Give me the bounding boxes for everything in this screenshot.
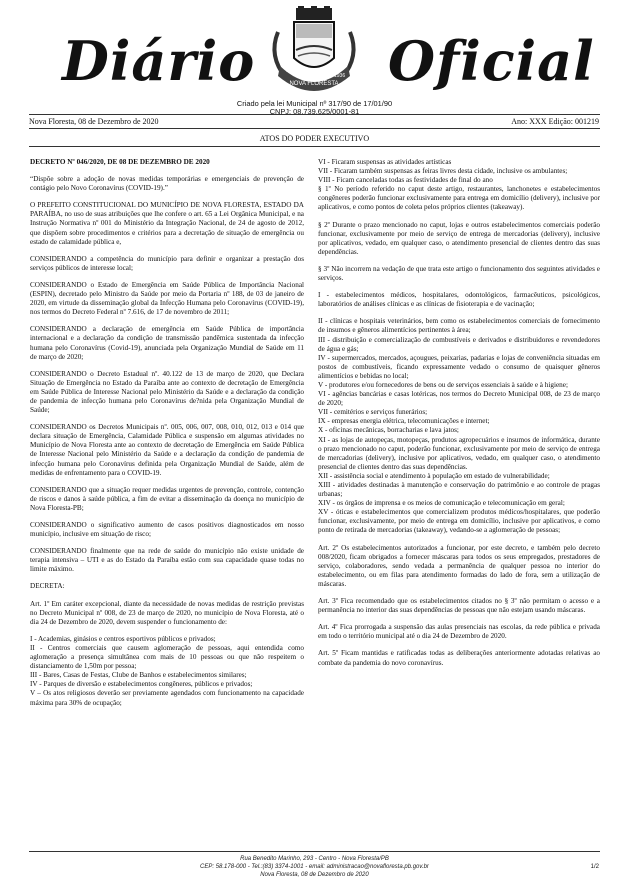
title-word-oficial: Oficial <box>388 29 595 93</box>
paragraph: I - Academias, ginásios e centros esportivos públicos e privados; <box>30 634 216 643</box>
paragraph: CONSIDERANDO os Decretos Municipais nº. 005, 006, 007, 008, 010, 012, 013 e 014 que declara situação de Emergência, Calamidade Pública e suspensão em algumas atividades no Município de Nova Floresta ante ao contexto de decretação de Emergência em Saúde Pública de Interesse Nacional pelo Ministério da Saúde e a declaração da condição de pandemia de infecção humana pelo Coronavírus definida pela Organização Mundial de Saúde, além de medidas de enfrentamento para o COVID-19. <box>30 423 304 477</box>
paragraph: CONSIDERANDO o Estado de Emergência em Saúde Pública de Importância Nacional (ESPIN), decretado pelo Ministro da Saúde por meio da Portaria nº 188, de 03 de janeiro de 2020, em virtude da disseminação global da Infecção Humana pelo Coronavírus (COVID-19), nos termos do Decreto Federal nº 7.616, de 17 de novembro de 2011; <box>30 280 304 317</box>
issue-edition: Ano: XXX Edição: 001219 <box>511 117 599 126</box>
paragraph: DECRETA: <box>30 582 65 591</box>
left-column <box>30 158 304 708</box>
paragraph: III - distribuição e comercialização de combustíveis e derivados e distribuidores e revendedores de água e gás; <box>318 335 600 353</box>
paragraph: Art. 4º Fica prorrogada a suspensão das aulas presenciais nas escolas, da rede pública e privada em todo o território municipal até o dia 24 de Dezembro de 2020. <box>318 623 600 641</box>
paragraph: II - clínicas e hospitais veterinários, bem como os estabelecimentos comerciais de fornecimento de insumos e gêneros alimentícios pertinentes à área; <box>318 317 600 335</box>
page-number: 1/2 <box>590 864 599 870</box>
paragraph: VII - Ficaram também suspensas as feiras livres desta cidade, inclusive os ambulantes; <box>318 167 568 176</box>
section-title: ATOS DO PODER EXECUTIVO <box>259 134 370 143</box>
decree-title: DECRETO Nº 046/2020, DE 08 DE DEZEMBRO DE 2020 <box>30 158 210 166</box>
paragraph: CONSIDERANDO que a situação requer medidas urgentes de prevenção, controle, contenção de riscos e danos à saúde pública, a fim de evitar a disseminação da doença no município de Nova Floresta-PB; <box>30 485 304 512</box>
paragraph: CONSIDERANDO finalmente que na rede de saúde do município não existe unidade de terapia intensiva – UTI e as do Estado da Paraíba estão com sua capacidade quase todas no limite máximo. <box>30 547 304 574</box>
paragraph: “Dispõe sobre a adoção de novas medidas temporárias e emergenciais de prevenção de contágio pelo Novo Coronavírus (COVID-19).” <box>30 175 304 193</box>
paragraph: XIV - os órgãos de imprensa e os meios de comunicação e telecomunicação em geral; <box>318 499 565 508</box>
masthead-rule <box>29 114 600 115</box>
cnpj-subtitle: CNPJ: 08.739.625/0001-81 <box>269 107 360 116</box>
paragraph: XIII - atividades destinadas à manutenção e conservação do patrimônio e ao controle de pragas urbanas; <box>318 481 600 499</box>
paragraph: IV - Parques de diversão e estabelecimentos congêneres, públicos e privados; <box>30 680 253 689</box>
footer-address: Rua Benedito Marinho, 293 - Centro - Nova Floresta/PB <box>240 856 389 862</box>
masthead <box>0 6 629 116</box>
paragraph: II - Centros comerciais que causem aglomeração de pessoas, aqui entendida como aglomeração a presença simultânea com mais de 10 pessoas ou que não respeitem o distanciamento de 1,50m por pessoa; <box>30 643 304 671</box>
paragraph: Art. 3º Fica recomendado que os estabelecimentos citados no § 3º não permitam o acesso e a permanência no interior das suas dependências de pessoas que não estejam usando máscaras. <box>318 597 600 615</box>
right-column <box>318 158 600 676</box>
paragraph: V - produtores e/ou fornecedores de bens ou de serviços essenciais à saúde e à higiene; <box>318 380 568 389</box>
paragraph: CONSIDERANDO a competência do município para definir e organizar a prestação dos serviços públicos de interesse local; <box>30 254 304 272</box>
paragraph: Art. 2º Os estabelecimentos autorizados a funcionar, por este decreto, e também pelo decreto 008/2020, ficam obrigados a fornecer máscaras para todos os seus empregados, prestadores de serviço, colaboradores, sendo vedada a permanência de qualquer pessoa no interior do estabelecimento, ou em filas para atendimento formadas do lado de fora, sem a utilização de máscaras. <box>318 543 600 588</box>
footer-contact: CEP: 58.178-000 - Tel.:(83) 3374-1001 - email: administracao@novafloresta.pb.gov.br <box>200 864 429 870</box>
paragraph: § 2º Durante o prazo mencionado no caput, lojas e outros estabelecimentos comerciais poderão funcionar, exclusivamente por meio de serviço de entrega de mercadorias (delivery), inclusive por aplicativos, vedado, em qualquer caso, o atendimento presencial de clientes dentro das suas dependências. <box>318 220 600 256</box>
paragraph: CONSIDERANDO a declaração de emergência em Saúde Pública de importância internacional e a declaração da condição de transmissão pandêmica sustentada da infecção humana pelo Coronavírus (Covid-19), anunciada pela Organização Mundial de Saúde em 11 de março de 2020; <box>30 325 304 361</box>
paragraph: X - oficinas mecânicas, borracharias e lava jatos; <box>318 426 459 435</box>
paragraph: CONSIDERANDO o Decreto Estadual nº. 40.122 de 13 de março de 2020, que Declara Situação de Emergência no Estado da Paraíba ante ao contexto de decretação de Emergência em Saúde Pública de Interesse Nacional pelo Ministério da Saúde e a declaração da condição de pandemia de infecção humana pelo Coronavírus de?nida pela Organização Mundial de Saúde; <box>30 369 304 415</box>
paragraph: § 1º No período referido no caput deste artigo, restaurantes, lanchonetes e estabelecimentos congêneres poderão funcionar exclusivamente para entrega em domicílio (delivery), inclusive por aplicativos, e como pontos de coleta pelos próprios clientes (takeaway). <box>318 185 600 212</box>
paragraph: IV - supermercados, mercados, açougues, peixarias, padarias e lojas de conveniência situadas em postos de combustíveis, ficando expressamente vedado o consumo de quaisquer gêneros alimentícios e bebidas no local; <box>318 353 600 380</box>
paragraph: Art. 1º Em caráter excepcional, diante da necessidade de novas medidas de restrição previstas no Decreto Municipal nº 008, de 23 de março de 2020, no município de Nova Floresta, até o dia 24 de Dezembro de 2020, devem suspender o funcionamento de: <box>30 599 304 626</box>
paragraph: Art. 5º Ficam mantidas e ratificadas todas as deliberações anteriormente adotadas relativas ao combate da pandemia do novo coronavírus. <box>318 649 600 667</box>
footer-rule <box>29 851 600 852</box>
crest-ribbon-text: NOVA FLORESTA <box>289 81 339 87</box>
paragraph: O PREFEITO CONSTITUCIONAL DO MUNICÍPIO DE NOVA FLORESTA, ESTADO DA PARAÍBA, no uso de suas atribuições que lhe confere o art. 65 a Lei Orgânica Municipal, e na Instrução Normativa nº 001 do Ministério da Integração Nacional, de 24 de agosto de 2012, que dispõem sobre procedimentos e critérios para a decretação de situação de emergência ou estado de calamidade pública e, <box>30 201 304 246</box>
paragraph: IX - empresas energia elétrica, telecomunicações e internet; <box>318 417 490 426</box>
paragraph: VII - cemitérios e serviços funerários; <box>318 408 428 417</box>
issue-place-date: Nova Floresta, 08 de Dezembro de 2020 <box>29 117 159 126</box>
paragraph: I - estabelecimentos médicos, hospitalares, odontológicos, farmacêuticos, psicológicos, laboratórios de análises clínicas e as clínicas de fisioterapia e de vacinação; <box>318 291 600 309</box>
paragraph: VIII - Ficam canceladas todas as festividades de final do ano <box>318 176 493 185</box>
paragraph: III - Bares, Casas de Festas, Clube de Banhos e estabelecimentos similares; <box>30 671 247 680</box>
municipal-crest-icon <box>262 6 366 100</box>
paragraph: CONSIDERANDO o significativo aumento de casos positivos diagnosticados em nosso município, inclusive em situação de risco; <box>30 521 304 539</box>
paragraph: VI - agências bancárias e casas lotéricas, nos termos do Decreto Municipal 008, de 23 de março de 2020; <box>318 390 600 408</box>
paragraph: VI - Ficaram suspensas as atividades artísticas <box>318 158 452 166</box>
paragraph: § 3º Não incorrem na vedação de que trata este artigo o funcionamento dos seguintes atividades e serviços. <box>318 264 600 283</box>
section-rule <box>29 146 600 147</box>
creation-law-subtitle: Criado pela lei Municipal nº 317/90 de 17/01/90 <box>236 99 393 108</box>
footer-date: Nova Floresta, 08 de Dezembro de 2020 <box>260 872 369 878</box>
title-word-diario: Diário <box>62 29 256 93</box>
paragraph: XII - assistência social e atendimento à população em estado de vulnerabilidade; <box>318 471 550 480</box>
paragraph: XI - as lojas de autopeças, motopeças, produtos agropecuários e insumos de informática, durante o prazo mencionado no caput, poderão funcionar, exclusivamente por meio de serviço de entrega de mercadorias (delivery), inclusive por aplicativos, vedado, em qualquer caso, o atendimento presencial de clientes dentro das suas dependências. <box>318 435 600 471</box>
meta-rule <box>29 128 600 129</box>
crest-year-text: 1936 <box>334 73 346 79</box>
crest-date-text: 15 DE MAIO <box>286 68 309 73</box>
paragraph: V – Os atos religiosos deverão ser previamente agendados com funcionamento na capacidade máxima para 30% de ocupação; <box>30 689 304 707</box>
paragraph: XV - óticas e estabelecimentos que comercializem produtos médicos/hospitalares, que poderão funcionar, exclusivamente, por meio de entrega em domicílio, inclusive por aplicativos, e como ponto de retirada de mercadorias (takeaway), vedando-se a aglomeração de pessoas; <box>318 508 600 535</box>
